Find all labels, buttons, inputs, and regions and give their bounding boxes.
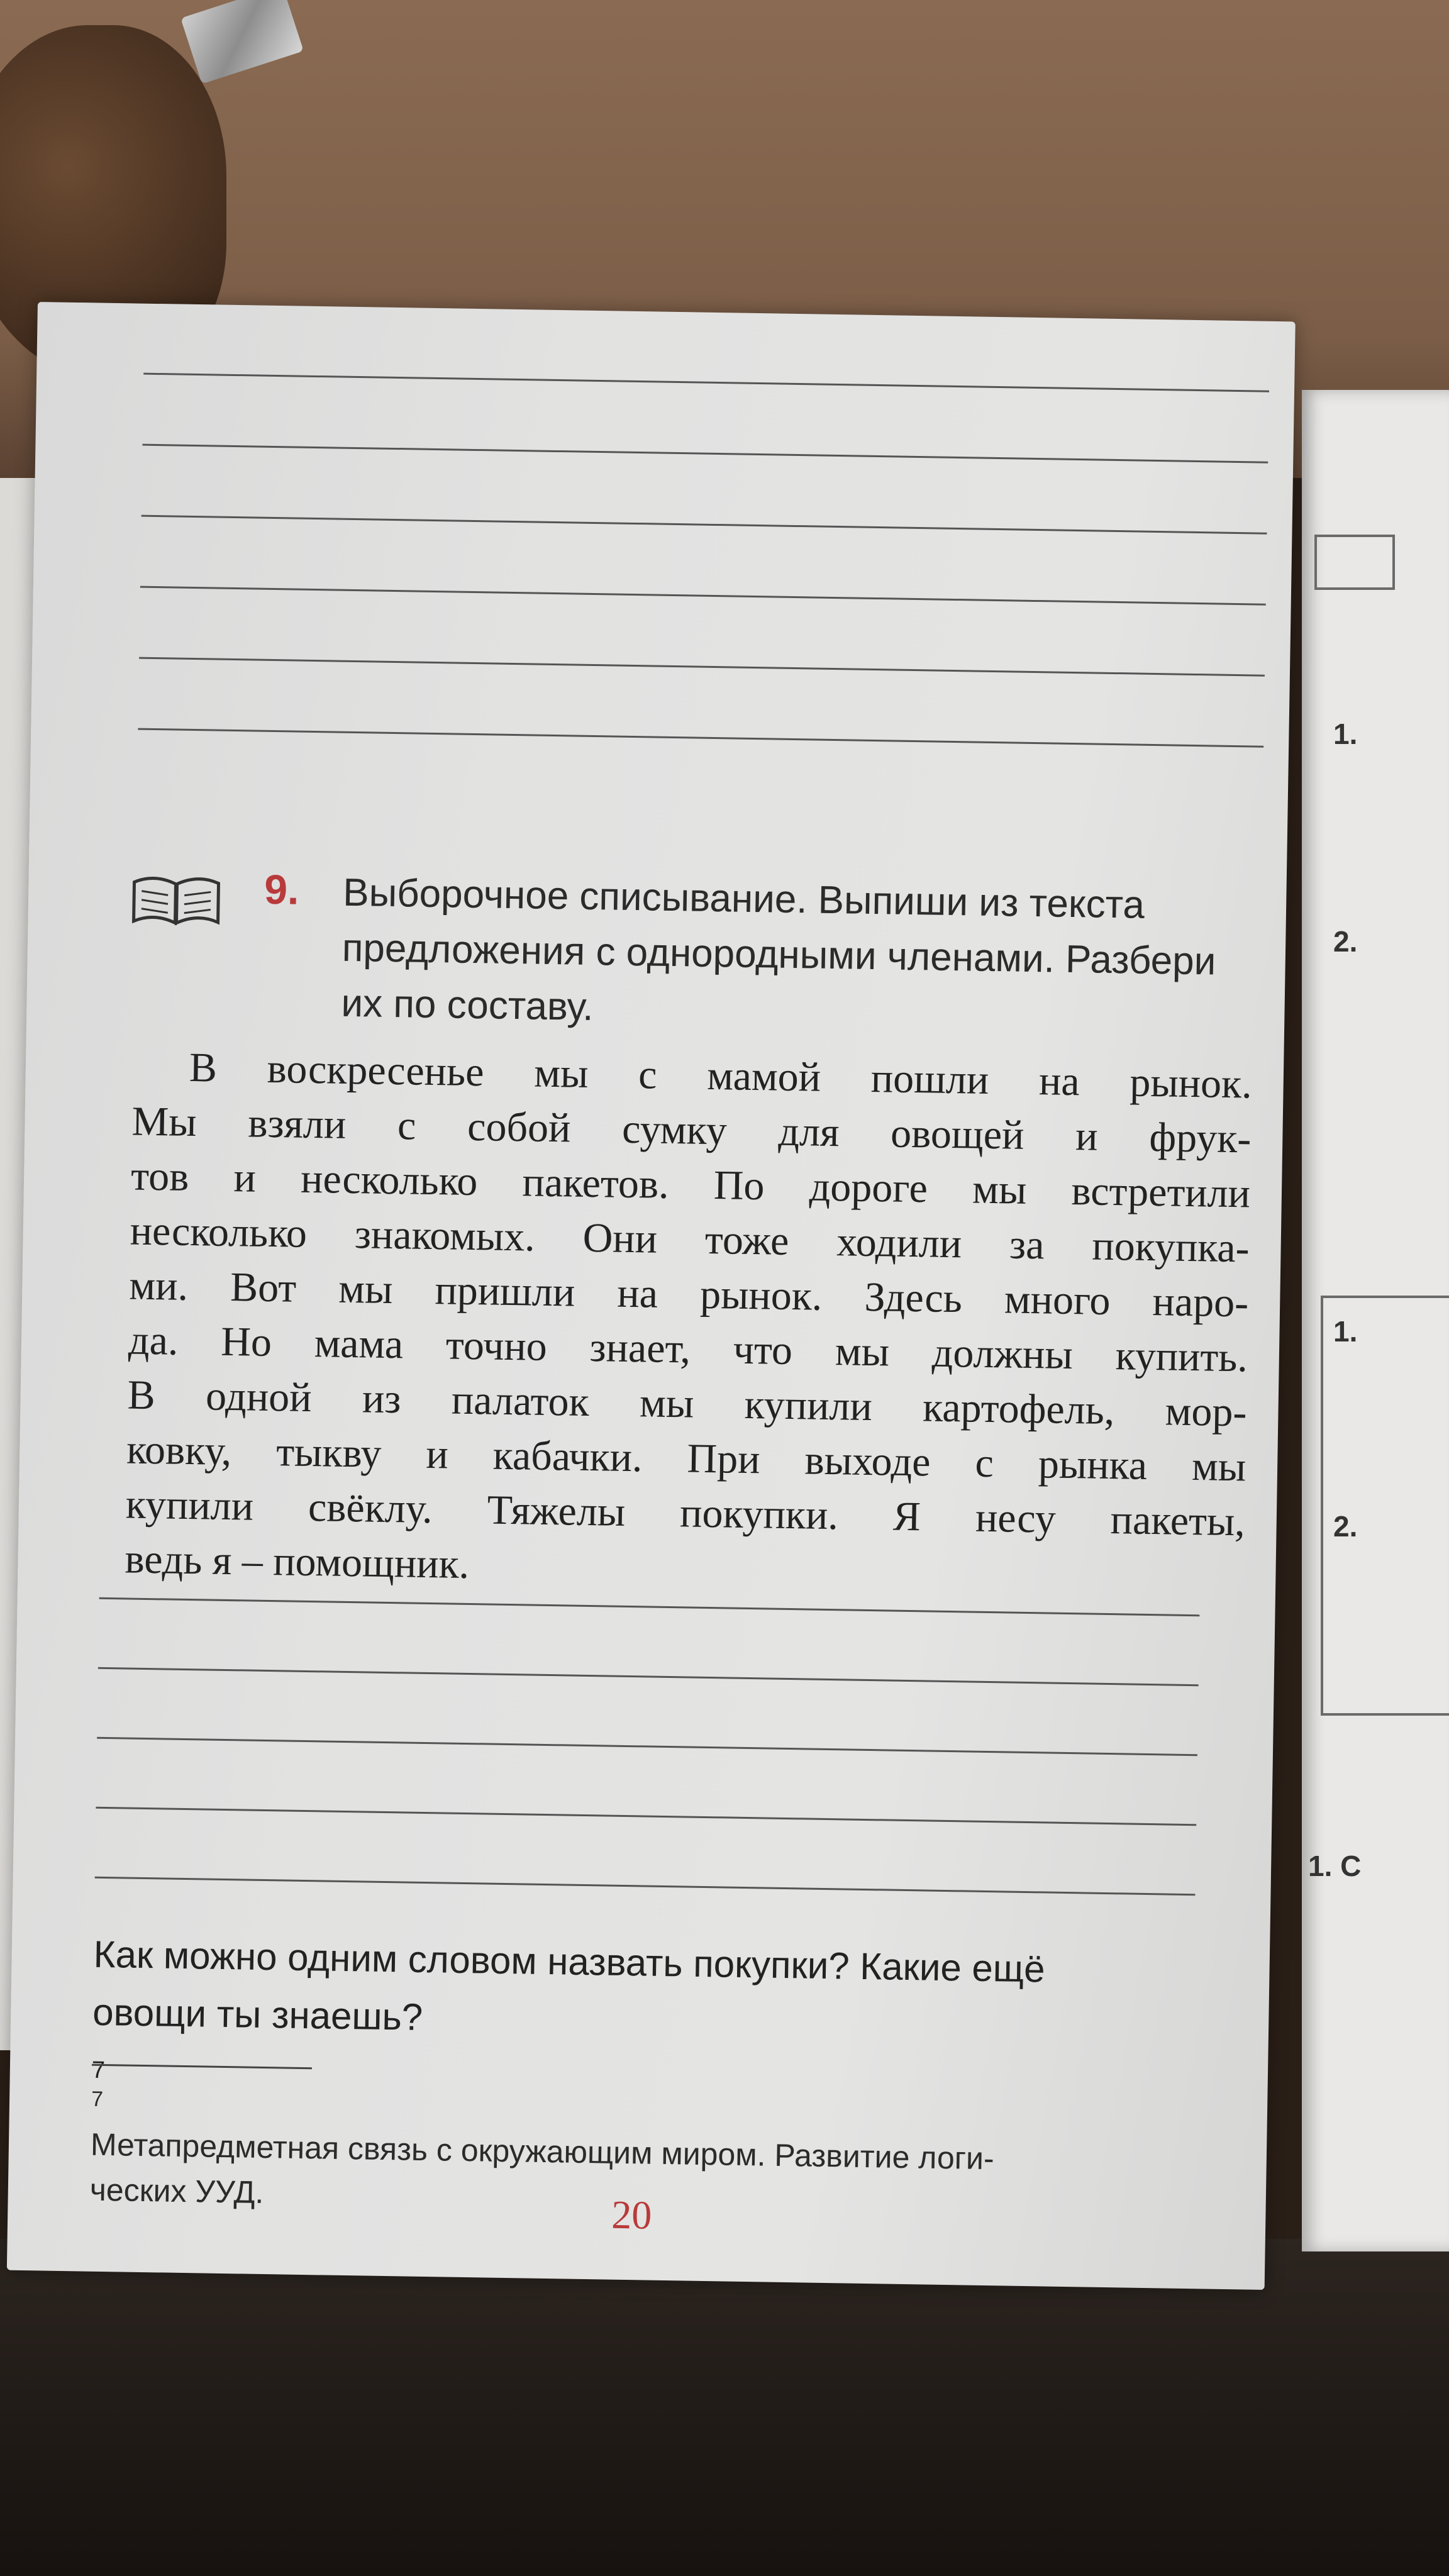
task-title-line: предложения с однородными членами. Разбери	[341, 926, 1216, 984]
reading-line: В одной из палаток мы купили картофель, мор-	[127, 1372, 1248, 1436]
right-number-4: 2.	[1333, 1510, 1358, 1543]
task-title-line: их по составу.	[341, 981, 594, 1030]
reading-line: В воскресенье мы с мамой пошли на рынок.	[189, 1044, 1253, 1108]
task-title-line: Выборочное списывание. Выпиши из текста	[342, 870, 1145, 927]
footnote-reference: 7	[91, 2057, 106, 2084]
answer-lines-top	[138, 304, 1270, 748]
right-number-5: 1. С	[1308, 1850, 1362, 1882]
reading-line: ми. Вот мы пришли на рынок. Здесь много наро-	[128, 1262, 1249, 1326]
footnote-line	[90, 2077, 1211, 2185]
reading-line: да. Но мама точно знает, что мы должны купить.	[128, 1317, 1248, 1381]
answer-lines-bottom	[95, 1530, 1201, 1896]
right-answer-box	[1321, 1296, 1449, 1716]
reading-line: ковку, тыкву и кабачки. При выходе с рынка мы	[126, 1426, 1246, 1491]
dark-foreground	[0, 2239, 1449, 2576]
reading-line: ведь я – помощник.	[125, 1536, 470, 1588]
task-number: 9.	[264, 865, 299, 913]
right-header-box	[1314, 535, 1395, 590]
task-title	[341, 865, 1274, 1046]
reading-line: купили свёклу. Тяжелы покупки. Я несу пакеты,	[125, 1481, 1246, 1545]
footnote-line: ческих УУД.	[89, 2172, 264, 2211]
question-line-text: овощи ты знаешь?	[92, 1990, 423, 2038]
reading-line: тов и несколько пакетов. По дороге мы встретили	[130, 1153, 1251, 1217]
page-number: 20	[611, 2192, 652, 2238]
task-9	[130, 865, 1262, 1030]
right-page	[1302, 390, 1449, 2251]
footnote-line-text: Метапредметная связь с окружающим миром. Развитие логи-	[90, 2126, 995, 2177]
right-number-3: 1.	[1333, 1315, 1358, 1348]
right-number-1: 1.	[1333, 718, 1358, 750]
reading-line: Мы взяли с собой сумку для овощей и фрук-	[131, 1098, 1252, 1162]
reading-line: несколько знакомых. Они тоже ходили за покупка-	[130, 1208, 1250, 1272]
question-line: Как можно одним словом назвать покупки? Какие ещё	[93, 1933, 1046, 1990]
reading-text	[125, 1040, 1252, 1604]
footnote-mark: 7	[91, 2087, 104, 2111]
workbook-page	[7, 302, 1296, 2290]
open-book-icon	[128, 869, 223, 927]
right-number-2: 2.	[1333, 925, 1358, 958]
